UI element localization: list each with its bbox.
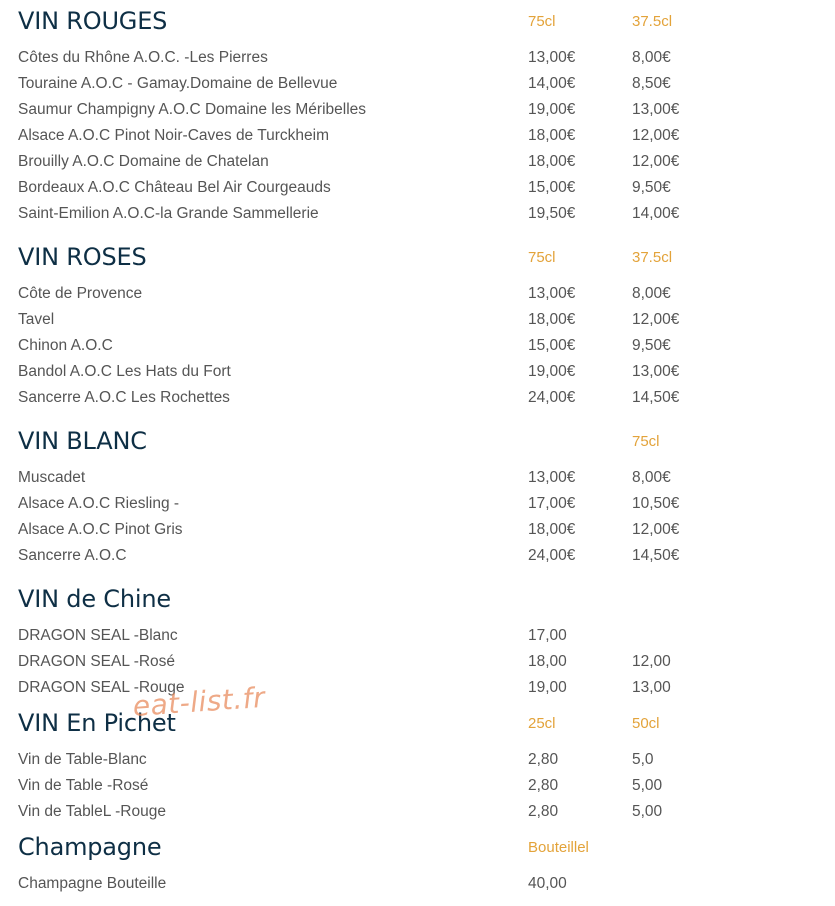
item-price-2: 9,50€ bbox=[632, 179, 671, 196]
item-name: Bandol A.O.C Les Hats du Fort bbox=[18, 363, 231, 380]
menu-item bbox=[0, 362, 835, 388]
item-price-1: 14,00€ bbox=[528, 75, 576, 92]
menu-item bbox=[0, 776, 835, 802]
menu-item bbox=[0, 152, 835, 178]
section-header-vin-rouges bbox=[0, 6, 835, 35]
item-price-1: 2,80 bbox=[528, 751, 559, 768]
menu-item bbox=[0, 678, 835, 704]
menu-item bbox=[0, 652, 835, 678]
item-price-2: 14,50€ bbox=[632, 547, 680, 564]
size-label-1: 75cl bbox=[528, 13, 556, 30]
size-label-1: 25cl bbox=[528, 715, 556, 732]
section-title: Champagne bbox=[18, 833, 162, 861]
menu-item bbox=[0, 74, 835, 100]
item-name: Côte de Provence bbox=[18, 285, 143, 302]
item-price-1: 15,00€ bbox=[528, 337, 576, 354]
item-name: Sancerre A.O.C bbox=[18, 547, 127, 564]
menu-item bbox=[0, 494, 835, 520]
size-label-2: 37.5cl bbox=[632, 249, 673, 266]
item-name: Saumur Champigny A.O.C Domaine les Méribelles bbox=[18, 101, 367, 118]
item-price-2: 14,00€ bbox=[632, 205, 680, 222]
item-price-2: 12,00€ bbox=[632, 127, 680, 144]
item-name: DRAGON SEAL -Blanc bbox=[18, 627, 178, 644]
item-price-1: 17,00 bbox=[528, 627, 567, 644]
item-price-1: 13,00€ bbox=[528, 469, 576, 486]
item-name: Touraine A.O.C - Gamay.Domaine de Bellevue bbox=[18, 75, 338, 92]
item-name: Alsace A.O.C Pinot Gris bbox=[18, 521, 183, 538]
item-name: Sancerre A.O.C Les Rochettes bbox=[18, 389, 230, 406]
item-name: Brouilly A.O.C Domaine de Chatelan bbox=[18, 153, 269, 170]
section-title: VIN de Chine bbox=[18, 585, 171, 613]
item-price-2: 5,00 bbox=[632, 777, 663, 794]
item-price-2: 8,00€ bbox=[632, 49, 671, 66]
item-price-2: 12,00€ bbox=[632, 311, 680, 328]
menu-item bbox=[0, 284, 835, 310]
item-price-2: 13,00€ bbox=[632, 101, 680, 118]
item-price-2: 5,00 bbox=[632, 803, 663, 820]
size-label-2: 75cl bbox=[632, 433, 660, 450]
menu-item bbox=[0, 178, 835, 204]
section-header-vin-roses bbox=[0, 242, 835, 271]
item-name: Alsace A.O.C Pinot Noir-Caves de Turckheim bbox=[18, 127, 329, 144]
item-price-1: 18,00 bbox=[528, 653, 567, 670]
item-price-1: 19,00€ bbox=[528, 101, 576, 118]
item-price-2: 10,50€ bbox=[632, 495, 680, 512]
size-label-1: 75cl bbox=[528, 249, 556, 266]
item-name: Champagne Bouteille bbox=[18, 875, 167, 892]
menu-item bbox=[0, 126, 835, 152]
item-price-1: 13,00€ bbox=[528, 285, 576, 302]
section-title: VIN En Pichet bbox=[18, 709, 176, 737]
section-title: VIN ROSES bbox=[18, 243, 147, 271]
menu-item bbox=[0, 204, 835, 230]
item-price-1: 18,00€ bbox=[528, 521, 576, 538]
menu-item bbox=[0, 310, 835, 336]
item-price-1: 18,00€ bbox=[528, 153, 576, 170]
menu-item bbox=[0, 48, 835, 74]
section-header-vin-en-pichet bbox=[0, 708, 835, 737]
item-name: Vin de TableL -Rouge bbox=[18, 803, 166, 820]
item-name: Côtes du Rhône A.O.C. -Les Pierres bbox=[18, 49, 268, 66]
item-name: Saint-Emilion A.O.C-la Grande Sammellerie bbox=[18, 205, 319, 222]
menu-item bbox=[0, 520, 835, 546]
item-price-2: 8,00€ bbox=[632, 285, 671, 302]
item-price-2: 8,50€ bbox=[632, 75, 671, 92]
item-price-2: 8,00€ bbox=[632, 469, 671, 486]
size-label-2: 37.5cl bbox=[632, 13, 673, 30]
item-price-2: 9,50€ bbox=[632, 337, 671, 354]
item-price-1: 40,00 bbox=[528, 875, 567, 892]
item-name: Tavel bbox=[18, 311, 55, 328]
item-price-2: 12,00€ bbox=[632, 153, 680, 170]
menu-item bbox=[0, 468, 835, 494]
watermark-text: eat-list.fr bbox=[131, 680, 267, 723]
menu-item bbox=[0, 874, 835, 900]
item-price-1: 13,00€ bbox=[528, 49, 576, 66]
item-price-2: 14,50€ bbox=[632, 389, 680, 406]
menu-item bbox=[0, 802, 835, 828]
item-name: Muscadet bbox=[18, 469, 86, 486]
section-title: VIN BLANC bbox=[18, 427, 147, 455]
item-price-1: 18,00€ bbox=[528, 127, 576, 144]
item-name: DRAGON SEAL -Rouge bbox=[18, 679, 185, 696]
section-title: VIN ROUGES bbox=[18, 7, 168, 35]
item-price-1: 2,80 bbox=[528, 777, 559, 794]
item-price-1: 2,80 bbox=[528, 803, 559, 820]
item-price-1: 17,00€ bbox=[528, 495, 576, 512]
size-label-1: Bouteillel bbox=[528, 839, 589, 856]
item-price-2: 12,00 bbox=[632, 653, 671, 670]
item-name: DRAGON SEAL -Rosé bbox=[18, 653, 176, 670]
menu-item bbox=[0, 750, 835, 776]
item-name: Bordeaux A.O.C Château Bel Air Courgeauds bbox=[18, 179, 331, 196]
item-price-2: 13,00 bbox=[632, 679, 671, 696]
item-name: Alsace A.O.C Riesling - bbox=[18, 495, 180, 512]
item-price-1: 18,00€ bbox=[528, 311, 576, 328]
item-price-2: 12,00€ bbox=[632, 521, 680, 538]
item-name: Vin de Table -Rosé bbox=[18, 777, 149, 794]
item-name: Vin de Table-Blanc bbox=[18, 751, 147, 768]
menu-item bbox=[0, 626, 835, 652]
section-header-champagne bbox=[0, 832, 835, 861]
section-header-vin-de-chine bbox=[0, 584, 835, 613]
item-name: Chinon A.O.C bbox=[18, 337, 113, 354]
item-price-1: 19,00 bbox=[528, 679, 567, 696]
item-price-1: 24,00€ bbox=[528, 547, 576, 564]
item-price-1: 15,00€ bbox=[528, 179, 576, 196]
menu-item bbox=[0, 546, 835, 572]
item-price-2: 13,00€ bbox=[632, 363, 680, 380]
menu-item bbox=[0, 100, 835, 126]
item-price-2: 5,0 bbox=[632, 751, 654, 768]
item-price-1: 19,00€ bbox=[528, 363, 576, 380]
item-price-1: 19,50€ bbox=[528, 205, 576, 222]
size-label-2: 50cl bbox=[632, 715, 660, 732]
menu-item bbox=[0, 388, 835, 414]
item-price-1: 24,00€ bbox=[528, 389, 576, 406]
menu-item bbox=[0, 336, 835, 362]
section-header-vin-blanc bbox=[0, 426, 835, 455]
